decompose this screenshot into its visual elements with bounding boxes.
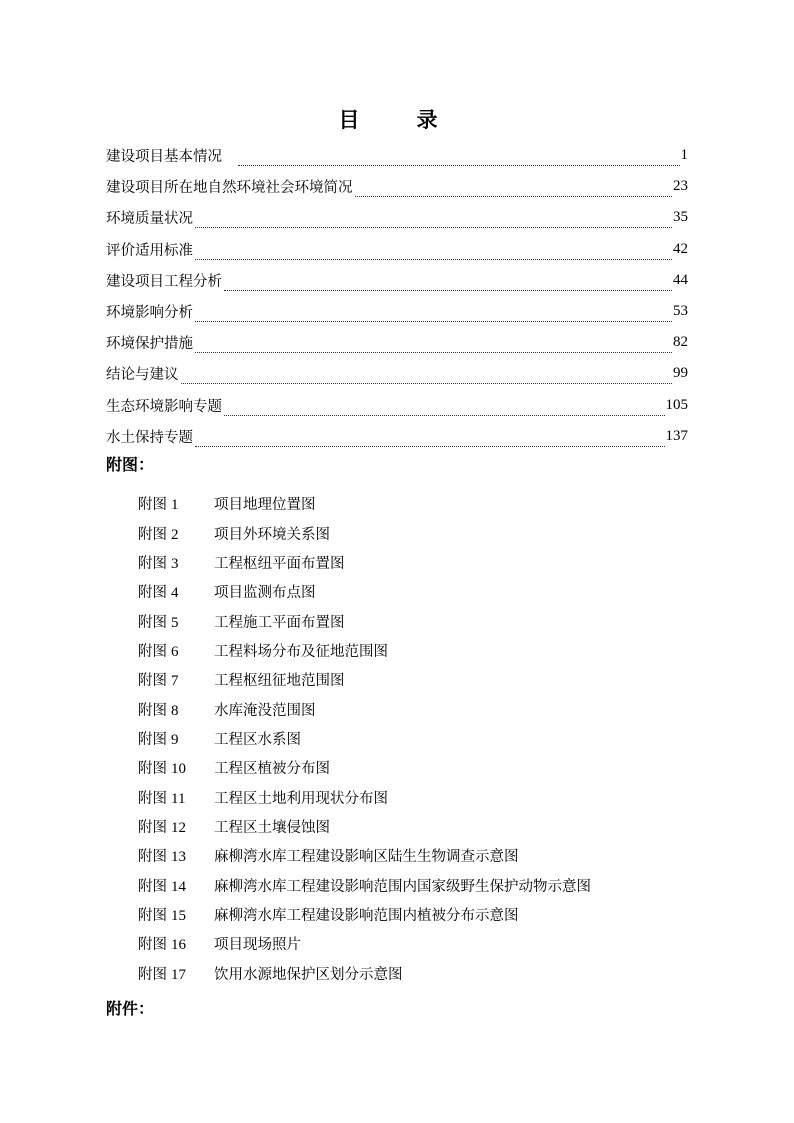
toc-entry-label: 建设项目基本情况 — [106, 149, 222, 166]
figure-title: 麻柳湾水库工程建设影响范围内国家级野生保护动物示意图 — [214, 878, 591, 895]
figure-index: 10 — [171, 761, 186, 778]
figure-number — [138, 845, 214, 866]
toc-dot-leader — [195, 247, 672, 260]
toc-entry[interactable] — [106, 140, 688, 171]
figure-title: 饮用水源地保护区划分示意图 — [214, 966, 403, 983]
figure-index: 9 — [171, 731, 179, 748]
toc-entry-label: 建设项目工程分析 — [106, 273, 222, 290]
toc-entry-label: 环境影响分析 — [106, 305, 193, 322]
figure-list-item — [138, 753, 591, 782]
figure-prefix: 附图 — [138, 497, 167, 514]
figure-index: 14 — [171, 878, 186, 895]
figure-title: 麻柳湾水库工程建设影响区陆生生物调查示意图 — [214, 849, 519, 866]
figure-prefix: 附图 — [138, 819, 167, 836]
figure-number — [138, 640, 214, 661]
figure-prefix: 附图 — [138, 761, 167, 778]
figure-list-item — [138, 518, 591, 547]
figure-number — [138, 669, 214, 690]
figure-number — [138, 581, 214, 602]
figure-list-item — [138, 841, 591, 870]
toc-entry[interactable] — [106, 296, 688, 327]
figure-number — [138, 787, 214, 808]
figure-title: 工程料场分布及征地范围图 — [214, 643, 388, 660]
figure-number — [138, 757, 214, 778]
figure-title: 水库淹没范围图 — [214, 702, 316, 719]
figure-prefix: 附图 — [138, 702, 167, 719]
figure-index: 2 — [171, 526, 179, 543]
figure-title: 工程区水系图 — [214, 731, 301, 748]
toc-entry-page-number: 1 — [680, 147, 688, 164]
figure-index: 11 — [171, 790, 186, 807]
figure-list-item — [138, 606, 591, 635]
figure-index: 17 — [171, 966, 186, 983]
toc-entry[interactable] — [106, 265, 688, 296]
figure-index: 16 — [171, 937, 186, 954]
figure-number — [138, 552, 214, 573]
toc-entry-page-number: 82 — [673, 334, 688, 351]
figure-list-item — [138, 782, 591, 811]
toc-entry-page-number: 35 — [673, 209, 688, 226]
figure-number — [138, 728, 214, 749]
figure-number — [138, 611, 214, 632]
figure-prefix: 附图 — [138, 937, 167, 954]
toc-entry-label: 生态环境影响专题 — [106, 398, 222, 415]
toc-dot-leader — [238, 153, 680, 166]
figure-list-item — [138, 665, 591, 694]
figure-title: 项目地理位置图 — [214, 497, 316, 514]
figure-prefix: 附图 — [138, 907, 167, 924]
figure-title: 工程区土地利用现状分布图 — [214, 790, 388, 807]
figure-index: 5 — [171, 614, 179, 631]
figure-index: 1 — [171, 497, 179, 514]
figure-title: 工程枢纽平面布置图 — [214, 555, 345, 572]
figure-prefix: 附图 — [138, 585, 167, 602]
toc-entry-page-number: 105 — [665, 396, 688, 413]
figure-index: 4 — [171, 585, 179, 602]
figure-title: 工程枢纽征地范围图 — [214, 673, 345, 690]
figure-number — [138, 963, 214, 984]
toc-dot-leader — [224, 278, 672, 291]
toc-title: 目 录 — [338, 107, 456, 132]
figure-prefix: 附图 — [138, 790, 167, 807]
figure-list-item — [138, 548, 591, 577]
figure-title: 项目监测布点图 — [214, 585, 316, 602]
toc-entry[interactable] — [106, 390, 688, 421]
toc-entry-page-number: 53 — [673, 303, 688, 320]
toc-entry-label: 环境质量状况 — [106, 211, 193, 228]
toc-entry-label: 环境保护措施 — [106, 336, 193, 353]
toc-dot-leader — [355, 184, 673, 197]
figure-index: 13 — [171, 849, 186, 866]
figure-number — [138, 523, 214, 544]
toc-entry[interactable] — [106, 358, 688, 389]
toc-entry[interactable] — [106, 202, 688, 233]
toc-dot-leader — [181, 371, 673, 384]
figure-index: 8 — [171, 702, 179, 719]
figure-list-item — [138, 929, 591, 958]
figure-list-item — [138, 577, 591, 606]
figure-title: 工程施工平面布置图 — [214, 614, 345, 631]
figure-prefix: 附图 — [138, 673, 167, 690]
figure-list-item — [138, 724, 591, 753]
toc-entry[interactable] — [106, 234, 688, 265]
toc-dot-leader — [195, 434, 665, 447]
figure-number — [138, 699, 214, 720]
figure-title: 工程区植被分布图 — [214, 761, 330, 778]
toc-entry-page-number: 42 — [673, 240, 688, 257]
figure-prefix: 附图 — [138, 731, 167, 748]
figure-prefix: 附图 — [138, 643, 167, 660]
toc-entry-label: 建设项目所在地自然环境社会环境简况 — [106, 180, 353, 197]
figure-list-item — [138, 959, 591, 988]
toc-entry[interactable] — [106, 327, 688, 358]
toc-dot-leader — [195, 309, 672, 322]
toc-dot-leader — [195, 215, 672, 228]
figures-list — [138, 489, 591, 988]
figure-list-item — [138, 812, 591, 841]
figure-number — [138, 875, 214, 896]
toc-entry-page-number: 137 — [665, 427, 688, 444]
figure-list-item — [138, 694, 591, 723]
figure-index: 15 — [171, 907, 186, 924]
figures-heading: 附图： — [106, 455, 155, 474]
figure-title: 工程区土壤侵蚀图 — [214, 819, 330, 836]
toc-entry-page-number: 44 — [673, 271, 688, 288]
table-of-contents — [106, 140, 688, 452]
toc-dot-leader — [224, 403, 665, 416]
toc-entry-label: 水土保持专题 — [106, 429, 193, 446]
figure-title: 麻柳湾水库工程建设影响范围内植被分布示意图 — [214, 907, 519, 924]
toc-entry[interactable] — [106, 171, 688, 202]
toc-entry-label: 评价适用标准 — [106, 242, 193, 259]
toc-entry[interactable] — [106, 421, 688, 452]
figure-number — [138, 493, 214, 514]
figure-title: 项目现场照片 — [214, 937, 301, 954]
toc-entry-page-number: 99 — [673, 365, 688, 382]
attachments-heading: 附件： — [106, 999, 155, 1018]
figure-list-item — [138, 636, 591, 665]
figure-number — [138, 904, 214, 925]
figure-index: 6 — [171, 643, 179, 660]
figure-title: 项目外环境关系图 — [214, 526, 330, 543]
figure-prefix: 附图 — [138, 614, 167, 631]
figure-number — [138, 933, 214, 954]
figure-number — [138, 816, 214, 837]
figure-prefix: 附图 — [138, 849, 167, 866]
figure-index: 7 — [171, 673, 179, 690]
figure-prefix: 附图 — [138, 526, 167, 543]
toc-entry-label: 结论与建议 — [106, 367, 179, 384]
toc-entry-page-number: 23 — [673, 178, 688, 195]
figure-list-item — [138, 870, 591, 899]
figure-list-item — [138, 900, 591, 929]
figure-list-item — [138, 489, 591, 518]
toc-dot-leader — [195, 340, 672, 353]
figure-prefix: 附图 — [138, 555, 167, 572]
figure-prefix: 附图 — [138, 878, 167, 895]
figure-prefix: 附图 — [138, 966, 167, 983]
figure-index: 3 — [171, 555, 179, 572]
figure-index: 12 — [171, 819, 186, 836]
